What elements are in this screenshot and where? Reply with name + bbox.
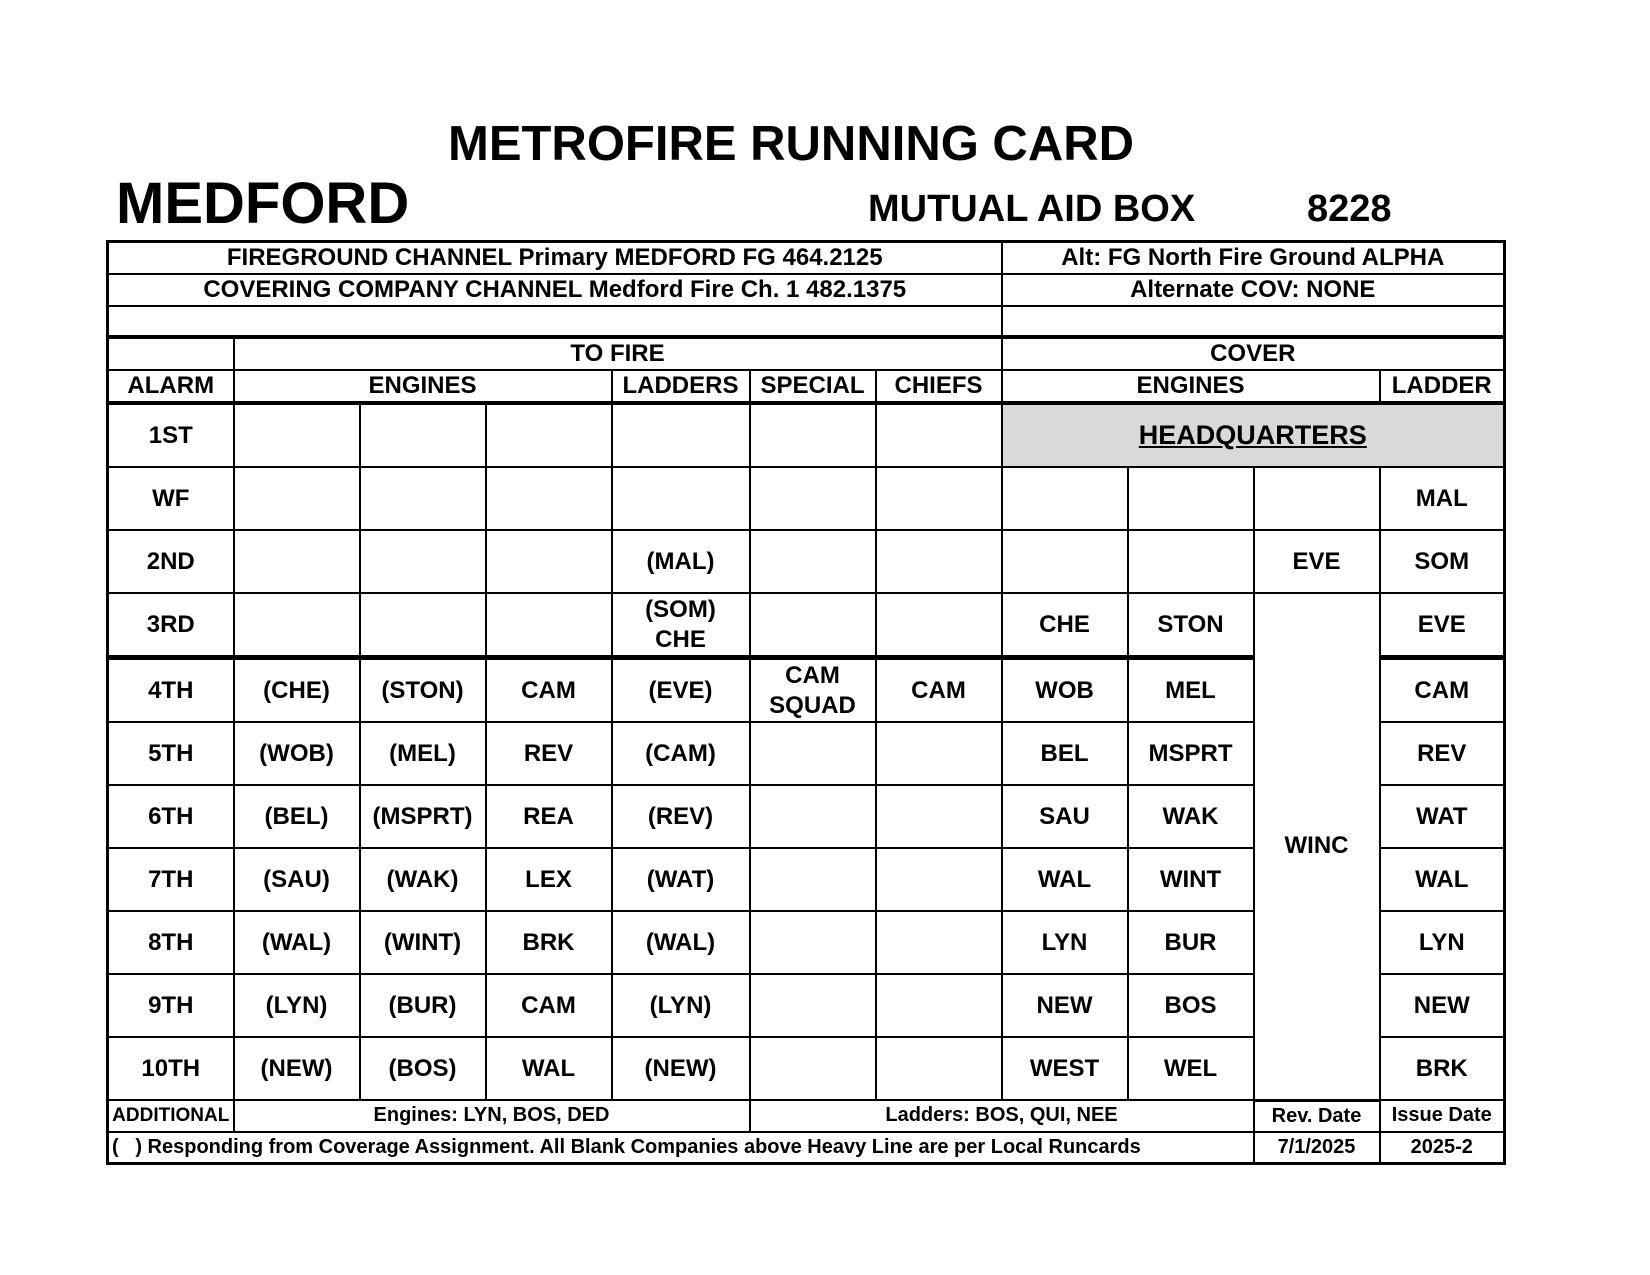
cover-engine-cell: MSPRT bbox=[1128, 722, 1254, 785]
alarm-cell: WF bbox=[108, 467, 234, 530]
engine-cell bbox=[234, 467, 360, 530]
winc-cell: WINC bbox=[1254, 593, 1380, 1100]
cover-engine-cell: WEL bbox=[1128, 1037, 1254, 1100]
footer-row bbox=[108, 1100, 1505, 1132]
ladder-cell bbox=[612, 467, 750, 530]
box-label: MUTUAL AID BOX bbox=[868, 188, 1196, 230]
additional-engines: Engines: LYN, BOS, DED bbox=[234, 1100, 750, 1132]
special-cell bbox=[750, 530, 876, 593]
table-row bbox=[108, 593, 1505, 658]
engine-cell: (MSPRT) bbox=[360, 785, 486, 848]
engine-cell: (NEW) bbox=[234, 1037, 360, 1100]
engine-cell: (STON) bbox=[360, 658, 486, 723]
coverage-note: ( ) Responding from Coverage Assignment. All Blank Companies above Heavy Line are per Local Runcards bbox=[108, 1132, 1254, 1164]
ladder-cell: (REV) bbox=[612, 785, 750, 848]
alarm-cell: 6TH bbox=[108, 785, 234, 848]
engine-cell: (WOB) bbox=[234, 722, 360, 785]
cover-engine-cell: WINT bbox=[1128, 848, 1254, 911]
engines-header: ENGINES bbox=[234, 370, 612, 403]
fireground-alt-channel: Alt: FG North Fire Ground ALPHA bbox=[1002, 242, 1505, 275]
engine-cell: CAM bbox=[486, 658, 612, 723]
cover-engine-cell: WEST bbox=[1002, 1037, 1128, 1100]
chiefs-cell bbox=[876, 530, 1002, 593]
cover-ladder-cell: WAL bbox=[1380, 848, 1505, 911]
table-row bbox=[108, 467, 1505, 530]
engine-cell bbox=[234, 593, 360, 658]
alarm-cell: 5TH bbox=[108, 722, 234, 785]
cover-engine-cell: WOB bbox=[1002, 658, 1128, 723]
cover-engines-header: ENGINES bbox=[1002, 370, 1380, 403]
chiefs-cell bbox=[876, 785, 1002, 848]
cover-engine-cell bbox=[1002, 530, 1128, 593]
engine-cell: (MEL) bbox=[360, 722, 486, 785]
engine-cell: CAM bbox=[486, 974, 612, 1037]
ladder-cell: (NEW) bbox=[612, 1037, 750, 1100]
table-row bbox=[108, 403, 1505, 467]
fireground-channel: FIREGROUND CHANNEL Primary MEDFORD FG 464.2125 bbox=[108, 242, 1002, 275]
engine-cell: REA bbox=[486, 785, 612, 848]
engine-cell bbox=[360, 403, 486, 467]
alarm-cell: 8TH bbox=[108, 911, 234, 974]
cover-engine-cell: NEW bbox=[1002, 974, 1128, 1037]
engine-cell: (BUR) bbox=[360, 974, 486, 1037]
cover-engine-cell: SAU bbox=[1002, 785, 1128, 848]
box-number: 8228 bbox=[1307, 188, 1392, 230]
special-cell bbox=[750, 785, 876, 848]
issue-date: 2025-2 bbox=[1380, 1132, 1505, 1164]
cover-ladder-cell: REV bbox=[1380, 722, 1505, 785]
engine-cell bbox=[360, 593, 486, 658]
headquarters-cell bbox=[1002, 403, 1505, 467]
special-cell bbox=[750, 974, 876, 1037]
chiefs-cell: CAM bbox=[876, 658, 1002, 723]
cover-engine-cell: BUR bbox=[1128, 911, 1254, 974]
ladder-cell: (WAL) bbox=[612, 911, 750, 974]
cover-header: COVER bbox=[1002, 337, 1505, 370]
cover-ladder-cell: BRK bbox=[1380, 1037, 1505, 1100]
special-header: SPECIAL bbox=[750, 370, 876, 403]
engine-cell bbox=[234, 530, 360, 593]
covering-alt-channel: Alternate COV: NONE bbox=[1002, 274, 1505, 306]
cover-ladder-cell: MAL bbox=[1380, 467, 1505, 530]
engine-cell: (CHE) bbox=[234, 658, 360, 723]
engine-cell: (WAL) bbox=[234, 911, 360, 974]
card-title: METROFIRE RUNNING CARD bbox=[448, 117, 1134, 171]
ladder-cell: (EVE) bbox=[612, 658, 750, 723]
engine-cell bbox=[486, 530, 612, 593]
blank-channel-alt-cell bbox=[1002, 306, 1505, 337]
special-cell bbox=[750, 1037, 876, 1100]
alarm-cell: 10TH bbox=[108, 1037, 234, 1100]
cover-engine-cell bbox=[1002, 467, 1128, 530]
cover-engine-cell: WAL bbox=[1002, 848, 1128, 911]
ladders-header: LADDERS bbox=[612, 370, 750, 403]
engine-cell bbox=[234, 403, 360, 467]
special-cell bbox=[750, 911, 876, 974]
headquarters-label: HEADQUARTERS bbox=[1138, 419, 1367, 450]
cover-engine-cell: MEL bbox=[1128, 658, 1254, 723]
additional-ladders: Ladders: BOS, QUI, NEE bbox=[750, 1100, 1254, 1132]
blank-channel-cell bbox=[108, 306, 1002, 337]
chiefs-cell bbox=[876, 403, 1002, 467]
cover-ladder-cell: WAT bbox=[1380, 785, 1505, 848]
special-cell bbox=[750, 467, 876, 530]
cover-ladder-cell: NEW bbox=[1380, 974, 1505, 1037]
chiefs-cell bbox=[876, 974, 1002, 1037]
special-cell bbox=[750, 848, 876, 911]
cover-ladder-cell: CAM bbox=[1380, 658, 1505, 723]
footer-row bbox=[108, 1132, 1505, 1164]
cover-ladder-header: LADDER bbox=[1380, 370, 1505, 403]
special-cell bbox=[750, 722, 876, 785]
engine-cell: (WINT) bbox=[360, 911, 486, 974]
engine-cell: (BEL) bbox=[234, 785, 360, 848]
engine-cell: LEX bbox=[486, 848, 612, 911]
blank-header-cell bbox=[108, 337, 234, 370]
cover-ladder-cell: LYN bbox=[1380, 911, 1505, 974]
special-cell: CAM SQUAD bbox=[750, 658, 876, 723]
engine-cell: REV bbox=[486, 722, 612, 785]
engine-cell: (SAU) bbox=[234, 848, 360, 911]
chiefs-cell bbox=[876, 1037, 1002, 1100]
alarm-cell: 7TH bbox=[108, 848, 234, 911]
special-cell bbox=[750, 403, 876, 467]
engine-cell bbox=[360, 530, 486, 593]
cover-ladder-cell: EVE bbox=[1380, 593, 1505, 658]
engine-cell bbox=[486, 403, 612, 467]
engine-cell: BRK bbox=[486, 911, 612, 974]
table-row bbox=[108, 530, 1505, 593]
cover-ladder-cell: SOM bbox=[1380, 530, 1505, 593]
ladder-cell: (CAM) bbox=[612, 722, 750, 785]
issue-date-label: Issue Date bbox=[1380, 1100, 1505, 1132]
engine-cell: WAL bbox=[486, 1037, 612, 1100]
additional-label: ADDITIONAL bbox=[108, 1100, 234, 1132]
cover-engine-cell: WAK bbox=[1128, 785, 1254, 848]
city-name: MEDFORD bbox=[116, 171, 410, 236]
cover-engine-cell bbox=[1254, 467, 1380, 530]
alarm-cell: 3RD bbox=[108, 593, 234, 658]
alarm-cell: 4TH bbox=[108, 658, 234, 723]
cover-engine-cell: STON bbox=[1128, 593, 1254, 658]
chiefs-cell bbox=[876, 911, 1002, 974]
cover-engine-cell: BOS bbox=[1128, 974, 1254, 1037]
cover-engine-cell: CHE bbox=[1002, 593, 1128, 658]
chiefs-cell bbox=[876, 722, 1002, 785]
cover-engine-cell bbox=[1128, 467, 1254, 530]
alarm-cell: 2ND bbox=[108, 530, 234, 593]
engine-cell: (LYN) bbox=[234, 974, 360, 1037]
to-fire-header: TO FIRE bbox=[234, 337, 1002, 370]
engine-cell bbox=[360, 467, 486, 530]
engine-cell: (WAK) bbox=[360, 848, 486, 911]
ladder-cell bbox=[612, 403, 750, 467]
alarm-cell: 9TH bbox=[108, 974, 234, 1037]
ladder-cell: (LYN) bbox=[612, 974, 750, 1037]
cover-engine-cell: LYN bbox=[1002, 911, 1128, 974]
ladder-cell: (WAT) bbox=[612, 848, 750, 911]
chiefs-cell bbox=[876, 467, 1002, 530]
covering-channel: COVERING COMPANY CHANNEL Medford Fire Ch. 1 482.1375 bbox=[108, 274, 1002, 306]
rev-date-label: Rev. Date bbox=[1254, 1100, 1380, 1132]
ladder-cell: (MAL) bbox=[612, 530, 750, 593]
chiefs-cell bbox=[876, 848, 1002, 911]
cover-engine-cell bbox=[1128, 530, 1254, 593]
chiefs-cell bbox=[876, 593, 1002, 658]
engine-cell: (BOS) bbox=[360, 1037, 486, 1100]
engine-cell bbox=[486, 593, 612, 658]
cover-engine-cell: EVE bbox=[1254, 530, 1380, 593]
cover-engine-cell: BEL bbox=[1002, 722, 1128, 785]
alarm-cell: 1ST bbox=[108, 403, 234, 467]
rev-date: 7/1/2025 bbox=[1254, 1132, 1380, 1164]
engine-cell bbox=[486, 467, 612, 530]
ladder-cell: (SOM) CHE bbox=[612, 593, 750, 658]
special-cell bbox=[750, 593, 876, 658]
running-card-table bbox=[106, 240, 1506, 1165]
alarm-header: ALARM bbox=[108, 370, 234, 403]
chiefs-header: CHIEFS bbox=[876, 370, 1002, 403]
